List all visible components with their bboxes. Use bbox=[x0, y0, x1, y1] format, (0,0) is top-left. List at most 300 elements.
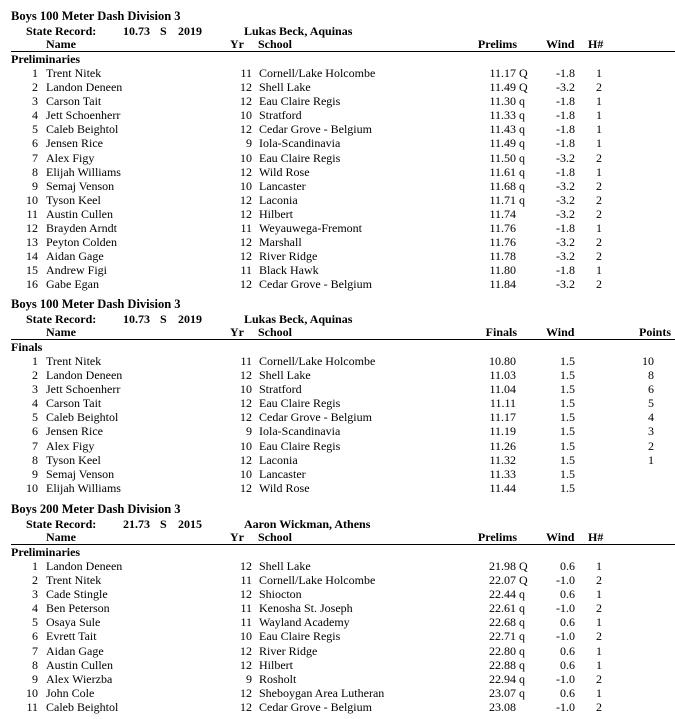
place: 9 bbox=[32, 671, 38, 686]
mark: 21.98 bbox=[489, 559, 516, 574]
year: 12 bbox=[240, 122, 252, 137]
athlete-name: Elijah Williams bbox=[46, 164, 121, 179]
heat-number: 2 bbox=[596, 601, 602, 616]
wind: 1.5 bbox=[560, 466, 575, 481]
heat-number: 2 bbox=[596, 80, 602, 95]
place: 10 bbox=[26, 480, 38, 495]
result-row bbox=[0, 424, 675, 438]
place: 3 bbox=[32, 587, 38, 602]
result-row bbox=[0, 354, 675, 368]
year: 10 bbox=[240, 108, 252, 123]
result-row bbox=[0, 136, 675, 150]
mark: 11.68 bbox=[489, 178, 516, 193]
wind: 0.6 bbox=[560, 643, 575, 658]
state-record-holder: Aaron Wickman, Athens bbox=[244, 517, 371, 532]
athlete-name: Caleb Beightol bbox=[46, 699, 119, 714]
wind: -3.2 bbox=[556, 178, 575, 193]
wind: 1.5 bbox=[560, 382, 575, 397]
year: 10 bbox=[240, 629, 252, 644]
result-row bbox=[0, 193, 675, 207]
qualifier: q bbox=[519, 150, 525, 165]
year: 12 bbox=[240, 643, 252, 658]
wind: -3.2 bbox=[556, 248, 575, 263]
result-row bbox=[0, 587, 675, 601]
points: 5 bbox=[648, 396, 654, 411]
state-record-label: State Record: bbox=[26, 24, 97, 39]
school: River Ridge bbox=[259, 643, 318, 658]
qualifier: q bbox=[519, 615, 525, 630]
place: 5 bbox=[32, 122, 38, 137]
heat-number: 1 bbox=[596, 136, 602, 151]
school: Shell Lake bbox=[259, 559, 311, 574]
place: 8 bbox=[32, 164, 38, 179]
school: Cedar Grove - Belgium bbox=[259, 410, 372, 425]
wind: -1.0 bbox=[556, 671, 575, 686]
heat-number: 1 bbox=[596, 164, 602, 179]
year: 12 bbox=[240, 685, 252, 700]
school: Black Hawk bbox=[259, 262, 319, 277]
qualifier: q bbox=[519, 657, 525, 672]
school: Kenosha St. Joseph bbox=[259, 601, 353, 616]
year: 12 bbox=[240, 94, 252, 109]
year: 12 bbox=[240, 206, 252, 221]
wind: -3.2 bbox=[556, 276, 575, 291]
year: 12 bbox=[240, 699, 252, 714]
year: 12 bbox=[240, 80, 252, 95]
school: Laconia bbox=[259, 192, 298, 207]
result-row bbox=[0, 481, 675, 495]
place: 4 bbox=[32, 108, 38, 123]
qualifier: q bbox=[519, 629, 525, 644]
result-row bbox=[0, 277, 675, 291]
place: 2 bbox=[32, 80, 38, 95]
mark: 22.61 bbox=[489, 601, 516, 616]
result-row bbox=[0, 453, 675, 467]
athlete-name: Osaya Sule bbox=[46, 615, 101, 630]
year: 12 bbox=[240, 164, 252, 179]
athlete-name: Caleb Beightol bbox=[46, 410, 119, 425]
place: 3 bbox=[32, 382, 38, 397]
result-row bbox=[0, 396, 675, 410]
year: 12 bbox=[240, 234, 252, 249]
year: 11 bbox=[240, 615, 252, 630]
header-name: Name bbox=[46, 325, 76, 340]
result-row bbox=[0, 108, 675, 122]
wind: -1.0 bbox=[556, 699, 575, 714]
place: 1 bbox=[32, 354, 38, 369]
heat-number: 2 bbox=[596, 206, 602, 221]
result-row bbox=[0, 122, 675, 136]
column-header-row bbox=[0, 325, 675, 339]
year: 10 bbox=[240, 466, 252, 481]
column-header-row bbox=[0, 530, 675, 544]
state-record-flag: S bbox=[160, 517, 167, 532]
header-mark: Prelims bbox=[477, 37, 517, 52]
result-row bbox=[0, 179, 675, 193]
wind: 1.5 bbox=[560, 410, 575, 425]
state-record-flag: S bbox=[160, 312, 167, 327]
state-record-year: 2019 bbox=[178, 24, 202, 39]
mark: 11.03 bbox=[489, 368, 516, 383]
mark: 22.07 bbox=[489, 573, 516, 588]
school: Stratford bbox=[259, 382, 302, 397]
round-label-row bbox=[0, 340, 675, 354]
state-record-label: State Record: bbox=[26, 312, 97, 327]
year: 12 bbox=[240, 657, 252, 672]
year: 10 bbox=[240, 178, 252, 193]
athlete-name: Jensen Rice bbox=[46, 424, 103, 439]
state-record-year: 2015 bbox=[178, 517, 202, 532]
year: 9 bbox=[246, 136, 252, 151]
state-record-mark: 21.73 bbox=[123, 517, 150, 532]
wind: -1.8 bbox=[556, 66, 575, 81]
wind: -3.2 bbox=[556, 192, 575, 207]
school: Weyauwega-Fremont bbox=[259, 220, 362, 235]
athlete-name: Carson Tait bbox=[46, 94, 102, 109]
state-record-holder: Lukas Beck, Aquinas bbox=[244, 312, 353, 327]
header-name: Name bbox=[46, 37, 76, 52]
result-row bbox=[0, 644, 675, 658]
year: 12 bbox=[240, 192, 252, 207]
points: 4 bbox=[648, 410, 654, 425]
heat-number: 1 bbox=[596, 122, 602, 137]
qualifier: Q bbox=[519, 80, 528, 95]
qualifier: q bbox=[519, 192, 525, 207]
year: 12 bbox=[240, 410, 252, 425]
year: 11 bbox=[240, 262, 252, 277]
mark: 11.33 bbox=[489, 466, 516, 481]
wind: -3.2 bbox=[556, 150, 575, 165]
athlete-name: Austin Cullen bbox=[46, 206, 114, 221]
school: Rosholt bbox=[259, 671, 297, 686]
state-record-mark: 10.73 bbox=[123, 24, 150, 39]
school: Eau Claire Regis bbox=[259, 150, 341, 165]
place: 4 bbox=[32, 601, 38, 616]
wind: -1.8 bbox=[556, 122, 575, 137]
wind: -1.8 bbox=[556, 108, 575, 123]
place: 2 bbox=[32, 368, 38, 383]
mark: 10.80 bbox=[489, 354, 516, 369]
qualifier: q bbox=[519, 685, 525, 700]
place: 7 bbox=[32, 150, 38, 165]
mark: 11.61 bbox=[489, 164, 516, 179]
place: 15 bbox=[26, 262, 38, 277]
mark: 22.44 bbox=[489, 587, 516, 602]
header-wind: Wind bbox=[546, 325, 575, 340]
year: 9 bbox=[246, 671, 252, 686]
athlete-name: Trent Nitek bbox=[46, 573, 102, 588]
heat-number: 1 bbox=[596, 643, 602, 658]
qualifier: q bbox=[519, 122, 525, 137]
round-label: Preliminaries bbox=[11, 52, 81, 67]
result-row bbox=[0, 249, 675, 263]
mark: 11.33 bbox=[489, 108, 516, 123]
mark: 22.94 bbox=[489, 671, 516, 686]
wind: -1.8 bbox=[556, 94, 575, 109]
year: 12 bbox=[240, 587, 252, 602]
athlete-name: Gabe Egan bbox=[46, 276, 99, 291]
header-yr: Yr bbox=[230, 530, 244, 545]
place: 7 bbox=[32, 438, 38, 453]
header-yr: Yr bbox=[230, 325, 244, 340]
athlete-name: Semaj Venson bbox=[46, 178, 115, 193]
place: 6 bbox=[32, 629, 38, 644]
points: 10 bbox=[642, 354, 654, 369]
result-row bbox=[0, 207, 675, 221]
wind: -1.0 bbox=[556, 573, 575, 588]
mark: 11.19 bbox=[489, 424, 516, 439]
place: 11 bbox=[26, 699, 38, 714]
header-school: School bbox=[258, 37, 293, 52]
heat-number: 1 bbox=[596, 262, 602, 277]
school: Wild Rose bbox=[259, 164, 310, 179]
school: Wayland Academy bbox=[259, 615, 350, 630]
wind: 1.5 bbox=[560, 480, 575, 495]
wind: -1.8 bbox=[556, 136, 575, 151]
result-row bbox=[0, 66, 675, 80]
athlete-name: Tyson Keel bbox=[46, 192, 101, 207]
heat-number: 1 bbox=[596, 220, 602, 235]
heat-number: 2 bbox=[596, 699, 602, 714]
athlete-name: Jett Schoenherr bbox=[46, 382, 121, 397]
qualifier: q bbox=[519, 671, 525, 686]
round-label-row bbox=[0, 545, 675, 559]
header-mark: Prelims bbox=[477, 530, 517, 545]
qualifier: q bbox=[519, 94, 525, 109]
result-row bbox=[0, 151, 675, 165]
header-name: Name bbox=[46, 530, 76, 545]
points: 1 bbox=[648, 452, 654, 467]
mark: 11.30 bbox=[489, 94, 516, 109]
mark: 11.76 bbox=[489, 234, 516, 249]
result-row bbox=[0, 686, 675, 700]
result-row bbox=[0, 573, 675, 587]
result-row bbox=[0, 615, 675, 629]
athlete-name: Alex Wierzba bbox=[46, 671, 113, 686]
athlete-name: Brayden Arndt bbox=[46, 220, 117, 235]
qualifier: q bbox=[519, 643, 525, 658]
qualifier: q bbox=[519, 587, 525, 602]
school: Wild Rose bbox=[259, 480, 310, 495]
school: Lancaster bbox=[259, 178, 306, 193]
school: Shell Lake bbox=[259, 80, 311, 95]
heat-number: 1 bbox=[596, 94, 602, 109]
result-row bbox=[0, 467, 675, 481]
heat-number: 1 bbox=[596, 108, 602, 123]
athlete-name: Andrew Figi bbox=[46, 262, 107, 277]
athlete-name: Alex Figy bbox=[46, 150, 95, 165]
place: 5 bbox=[32, 615, 38, 630]
year: 11 bbox=[240, 66, 252, 81]
mark: 11.84 bbox=[489, 276, 516, 291]
wind: -1.8 bbox=[556, 220, 575, 235]
athlete-name: Aidan Gage bbox=[46, 248, 104, 263]
year: 12 bbox=[240, 452, 252, 467]
column-header-row bbox=[0, 37, 675, 51]
header-school: School bbox=[258, 530, 293, 545]
heat-number: 2 bbox=[596, 150, 602, 165]
points: 2 bbox=[648, 438, 654, 453]
place: 2 bbox=[32, 573, 38, 588]
result-row bbox=[0, 80, 675, 94]
header-yr: Yr bbox=[230, 37, 244, 52]
school: Eau Claire Regis bbox=[259, 94, 341, 109]
qualifier: q bbox=[519, 178, 525, 193]
athlete-name: Carson Tait bbox=[46, 396, 102, 411]
year: 12 bbox=[240, 276, 252, 291]
wind: 0.6 bbox=[560, 615, 575, 630]
athlete-name: Landon Deneen bbox=[46, 559, 123, 574]
qualifier: Q bbox=[519, 559, 528, 574]
athlete-name: Landon Deneen bbox=[46, 368, 123, 383]
wind: 0.6 bbox=[560, 587, 575, 602]
mark: 22.88 bbox=[489, 657, 516, 672]
heat-number: 1 bbox=[596, 615, 602, 630]
year: 12 bbox=[240, 396, 252, 411]
result-row bbox=[0, 672, 675, 686]
place: 3 bbox=[32, 94, 38, 109]
athlete-name: Tyson Keel bbox=[46, 452, 101, 467]
qualifier: q bbox=[519, 601, 525, 616]
state-record-line bbox=[0, 312, 675, 326]
qualifier: Q bbox=[519, 66, 528, 81]
school: Cornell/Lake Holcombe bbox=[259, 66, 376, 81]
athlete-name: Trent Nitek bbox=[46, 354, 102, 369]
mark: 22.71 bbox=[489, 629, 516, 644]
place: 1 bbox=[32, 559, 38, 574]
wind: 0.6 bbox=[560, 559, 575, 574]
school: Cedar Grove - Belgium bbox=[259, 122, 372, 137]
result-row bbox=[0, 658, 675, 672]
wind: 1.5 bbox=[560, 368, 575, 383]
athlete-name: Aidan Gage bbox=[46, 643, 104, 658]
heat-number: 2 bbox=[596, 671, 602, 686]
wind: 0.6 bbox=[560, 657, 575, 672]
header-wind: Wind bbox=[546, 37, 575, 52]
event-title: Boys 200 Meter Dash Division 3 bbox=[11, 502, 181, 516]
mark: 11.74 bbox=[489, 206, 516, 221]
round-label: Preliminaries bbox=[11, 545, 81, 560]
heat-number: 2 bbox=[596, 573, 602, 588]
mark: 11.43 bbox=[489, 122, 516, 137]
state-record-mark: 10.73 bbox=[123, 312, 150, 327]
header-wind: Wind bbox=[546, 530, 575, 545]
school: Eau Claire Regis bbox=[259, 629, 341, 644]
place: 6 bbox=[32, 136, 38, 151]
result-row bbox=[0, 235, 675, 249]
result-row bbox=[0, 165, 675, 179]
athlete-name: Evrett Tait bbox=[46, 629, 97, 644]
wind: -1.8 bbox=[556, 164, 575, 179]
wind: 1.5 bbox=[560, 438, 575, 453]
heat-number: 1 bbox=[596, 66, 602, 81]
points: 8 bbox=[648, 368, 654, 383]
result-row bbox=[0, 221, 675, 235]
school: Cedar Grove - Belgium bbox=[259, 699, 372, 714]
year: 12 bbox=[240, 480, 252, 495]
event-title: Boys 100 Meter Dash Division 3 bbox=[11, 297, 181, 311]
result-row bbox=[0, 629, 675, 643]
wind: -3.2 bbox=[556, 80, 575, 95]
school: Laconia bbox=[259, 452, 298, 467]
header-heat: H# bbox=[588, 37, 604, 52]
place: 1 bbox=[32, 66, 38, 81]
school: Shell Lake bbox=[259, 368, 311, 383]
mark: 11.49 bbox=[489, 80, 516, 95]
year: 12 bbox=[240, 368, 252, 383]
mark: 11.71 bbox=[489, 192, 516, 207]
year: 12 bbox=[240, 559, 252, 574]
year: 10 bbox=[240, 438, 252, 453]
heat-number: 2 bbox=[596, 248, 602, 263]
mark: 11.11 bbox=[489, 396, 516, 411]
school: Cedar Grove - Belgium bbox=[259, 276, 372, 291]
mark: 11.78 bbox=[489, 248, 516, 263]
wind: -1.0 bbox=[556, 629, 575, 644]
wind: -1.8 bbox=[556, 262, 575, 277]
athlete-name: Jett Schoenherr bbox=[46, 108, 121, 123]
place: 5 bbox=[32, 410, 38, 425]
athlete-name: Jensen Rice bbox=[46, 136, 103, 151]
athlete-name: Elijah Williams bbox=[46, 480, 121, 495]
wind: 1.5 bbox=[560, 452, 575, 467]
school: River Ridge bbox=[259, 248, 318, 263]
mark: 11.76 bbox=[489, 220, 516, 235]
athlete-name: Austin Cullen bbox=[46, 657, 114, 672]
place: 11 bbox=[26, 206, 38, 221]
place: 14 bbox=[26, 248, 38, 263]
school: Iola-Scandinavia bbox=[259, 424, 341, 439]
school: Cornell/Lake Holcombe bbox=[259, 354, 376, 369]
heat-number: 1 bbox=[596, 657, 602, 672]
year: 10 bbox=[240, 150, 252, 165]
wind: -1.0 bbox=[556, 601, 575, 616]
result-row bbox=[0, 439, 675, 453]
points: 6 bbox=[648, 382, 654, 397]
place: 8 bbox=[32, 452, 38, 467]
result-row bbox=[0, 601, 675, 615]
school: Lancaster bbox=[259, 466, 306, 481]
header-points: Points bbox=[638, 325, 671, 340]
wind: 1.5 bbox=[560, 424, 575, 439]
place: 10 bbox=[26, 192, 38, 207]
year: 9 bbox=[246, 424, 252, 439]
mark: 11.32 bbox=[489, 452, 516, 467]
result-row bbox=[0, 368, 675, 382]
header-school: School bbox=[258, 325, 293, 340]
school: Hilbert bbox=[259, 206, 293, 221]
heat-number: 1 bbox=[596, 587, 602, 602]
mark: 11.17 bbox=[489, 66, 516, 81]
qualifier: q bbox=[519, 164, 525, 179]
mark: 23.08 bbox=[489, 699, 516, 714]
school: Eau Claire Regis bbox=[259, 438, 341, 453]
result-row bbox=[0, 382, 675, 396]
heat-number: 2 bbox=[596, 178, 602, 193]
year: 10 bbox=[240, 382, 252, 397]
heat-number: 1 bbox=[596, 559, 602, 574]
mark: 22.80 bbox=[489, 643, 516, 658]
mark: 22.68 bbox=[489, 615, 516, 630]
wind: 1.5 bbox=[560, 396, 575, 411]
round-label-row bbox=[0, 52, 675, 66]
mark: 11.17 bbox=[489, 410, 516, 425]
header-heat: H# bbox=[588, 530, 604, 545]
mark: 11.04 bbox=[489, 382, 516, 397]
heat-number: 2 bbox=[596, 192, 602, 207]
round-label: Finals bbox=[11, 340, 43, 355]
state-record-holder: Lukas Beck, Aquinas bbox=[244, 24, 353, 39]
